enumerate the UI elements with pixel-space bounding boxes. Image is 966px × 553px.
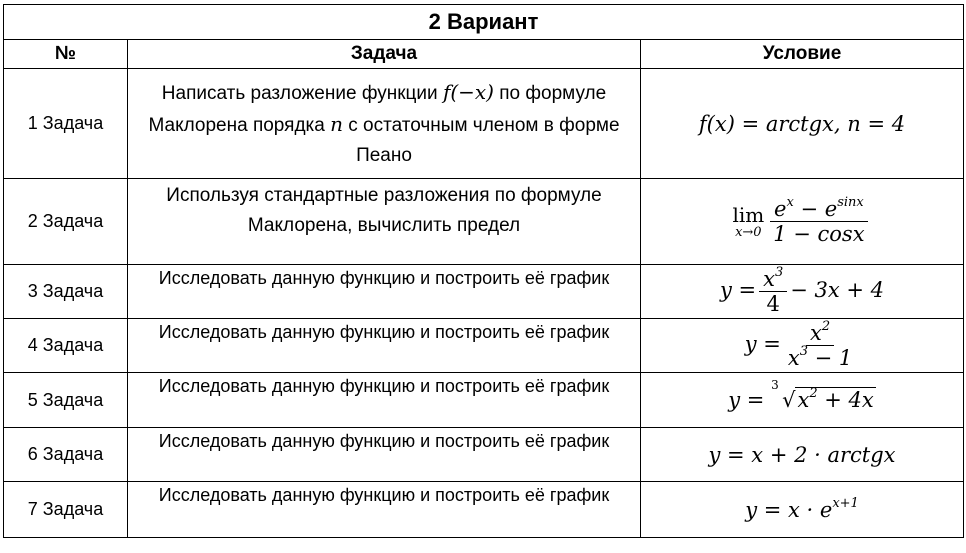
task-number: 2 Задача xyxy=(4,179,128,265)
condition-formula: $y = x \cdot e^{x+1}$ xyxy=(745,495,859,522)
task-math: f(−x) xyxy=(442,79,494,104)
table-title: 2 Вариант xyxy=(4,5,964,40)
task-text: Исследовать данную функцию и построить её график xyxy=(128,482,641,538)
task-number: 7 Задача xyxy=(4,482,128,538)
task-number: 3 Задача xyxy=(4,265,128,319)
task-text xyxy=(128,69,641,179)
condition-formula: f(x) = arctgx, n = 4 xyxy=(698,111,906,136)
condition-formula: y = $\frac{x^2}{x^3 - 1}$ xyxy=(745,332,860,356)
table-row xyxy=(4,482,964,538)
table-row xyxy=(4,319,964,373)
table-row xyxy=(4,373,964,428)
condition-cell xyxy=(641,69,964,179)
task-number: 1 Задача xyxy=(4,69,128,179)
table-row xyxy=(4,265,964,319)
condition-cell xyxy=(641,373,964,428)
fraction: $\frac{x^3}{4}$ xyxy=(759,267,787,316)
task-text-part: Написать разложение функции xyxy=(161,82,438,104)
cube-root: 3 $√x^2 + 4x$ xyxy=(771,378,874,412)
task-number: 4 Задача xyxy=(4,319,128,373)
task-text: Используя стандартные разложения по формуле Маклорена, вычислить предел xyxy=(128,179,641,265)
task-text: Исследовать данную функцию и построить её график xyxy=(128,428,641,482)
task-text: Исследовать данную функцию и построить её график xyxy=(128,373,641,428)
task-text-part: по формуле Маклорена порядка xyxy=(148,82,607,136)
condition-cell xyxy=(641,482,964,538)
header-condition: Условие xyxy=(641,40,964,69)
task-math: n xyxy=(330,111,343,136)
fraction: $\frac{e^x - e^{sinx}}{1 - \cos x}$ xyxy=(769,197,868,246)
table-row xyxy=(4,428,964,482)
header-task: Задача xyxy=(128,40,641,69)
task-number: 5 Задача xyxy=(4,373,128,428)
variant-table xyxy=(3,4,964,538)
task-number: 6 Задача xyxy=(4,428,128,482)
condition-cell xyxy=(641,265,964,319)
task-text-part: с остаточным членом в форме Пеано xyxy=(348,114,620,166)
condition-formula: y = 3 $√x^2 + 4x$ xyxy=(728,378,874,412)
task-text: Исследовать данную функцию и построить её график xyxy=(128,265,641,319)
task-text: Исследовать данную функцию и построить её график xyxy=(128,319,641,373)
condition-cell xyxy=(641,319,964,373)
condition-formula xyxy=(732,195,871,246)
table-row xyxy=(4,179,964,265)
condition-cell xyxy=(641,428,964,482)
fraction: $\frac{x^2}{x^3 - 1}$ xyxy=(787,319,853,370)
condition-cell xyxy=(641,179,964,265)
condition-formula: y = x + 2 · arctgx xyxy=(708,442,896,467)
condition-formula: y = $\frac{x^3}{4}$ − 3x + 4 xyxy=(719,265,885,316)
limit-operator: lim x→0 xyxy=(732,202,765,240)
table-row xyxy=(4,69,964,179)
header-num: № xyxy=(4,40,128,69)
